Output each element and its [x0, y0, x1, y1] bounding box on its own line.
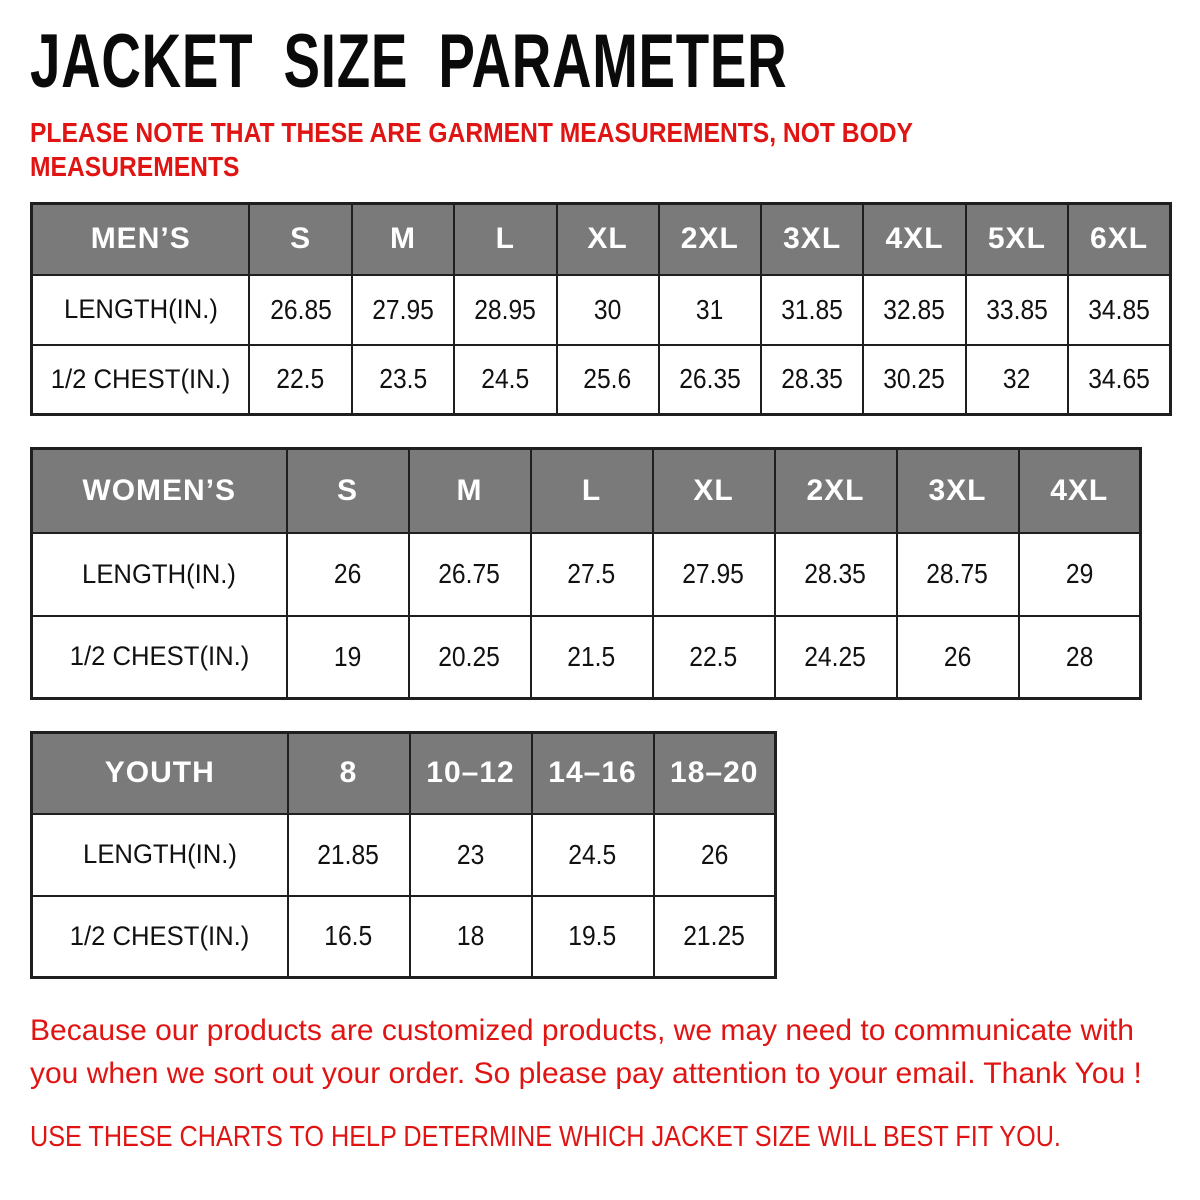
size-label: 4XL — [863, 204, 965, 275]
size-label: 2XL — [659, 204, 761, 275]
customization-notice: Because our products are customized products, we may need to communicate with you when we sort out your order. So please pay attention to your email. Thank You ! — [30, 1014, 1142, 1091]
group-name: MEN’S — [32, 204, 250, 275]
measurement-value-text: 26.75 — [438, 558, 501, 589]
measurement-value — [249, 275, 351, 345]
measurement-value — [557, 345, 659, 415]
size-label: 4XL — [1019, 449, 1141, 533]
size-label: 6XL — [1068, 204, 1170, 275]
measurement-value — [1068, 345, 1170, 415]
measurement-value-text: 28.95 — [474, 293, 537, 325]
measurement-value — [557, 275, 659, 345]
measurement-value-text: 27.95 — [682, 558, 745, 589]
measurement-value-text: 30 — [593, 293, 622, 325]
size-label: S — [287, 449, 409, 533]
measurement-value-text: 31.85 — [781, 293, 843, 325]
measurement-value-text: 30.25 — [883, 363, 946, 395]
size-header-row — [32, 733, 776, 814]
chart-usage-note-text: USE THESE CHARTS TO HELP DETERMINE WHICH JACKET SIZE WILL BEST FIT YOU. — [30, 1121, 1061, 1154]
measurement-value-text: 28.75 — [926, 558, 989, 589]
size-label: 18–20 — [654, 733, 776, 814]
measurement-value-text: 27.95 — [372, 293, 434, 325]
size-label: L — [531, 449, 653, 533]
measurement-value — [897, 533, 1019, 616]
measurement-value-text: 23 — [456, 838, 485, 870]
measurement-value-text: 26.35 — [678, 363, 741, 395]
measurement-value-text: 21.85 — [317, 838, 380, 870]
measurement-label-text: 1/2 CHEST(IN.) — [50, 363, 231, 394]
measurement-value-text: 22.5 — [276, 363, 325, 395]
chart-usage-note — [30, 1121, 1172, 1154]
measurement-value — [1068, 275, 1170, 345]
measurement-value-text: 26 — [333, 558, 362, 589]
measurement-value — [775, 533, 897, 616]
size-label: 2XL — [775, 449, 897, 533]
size-label: M — [352, 204, 454, 275]
size-label: S — [249, 204, 351, 275]
measurement-value-text: 24.5 — [568, 838, 617, 870]
measurement-value-text: 29 — [1065, 558, 1093, 589]
measurement-value — [654, 896, 776, 978]
measurement-value — [410, 896, 532, 978]
measurement-value — [966, 275, 1068, 345]
page-title-text: JACKET SIZE PARAMETER — [30, 19, 788, 104]
measurement-value-text: 32.85 — [883, 293, 946, 325]
measurement-label-text: 1/2 CHEST(IN.) — [69, 641, 250, 672]
group-name: WOMEN’S — [32, 449, 287, 533]
measurement-value-text: 26 — [700, 838, 728, 870]
size-label: M — [409, 449, 531, 533]
size-table-mens — [30, 202, 1172, 416]
measurement-value-text: 22.5 — [689, 640, 738, 672]
size-label: L — [454, 204, 556, 275]
measurement-value-text: 20.25 — [438, 640, 501, 672]
size-label: 5XL — [966, 204, 1068, 275]
measurement-value — [287, 616, 409, 699]
measurement-value-text: 16.5 — [324, 920, 373, 952]
measurement-value-text: 34.65 — [1088, 363, 1150, 395]
measurement-row — [32, 896, 776, 978]
measurement-value-text: 18 — [456, 920, 485, 952]
measurement-value — [659, 275, 761, 345]
measurement-value — [352, 275, 454, 345]
measurement-row — [32, 616, 1141, 699]
garment-measurement-note-text: PLEASE NOTE THAT THESE ARE GARMENT MEASUREMENTS, NOT BODY MEASUREMENTS — [30, 117, 913, 183]
measurement-value — [863, 275, 965, 345]
measurement-value — [287, 533, 409, 616]
measurement-value — [288, 814, 410, 896]
measurement-value — [761, 345, 863, 415]
measurement-value — [454, 345, 556, 415]
measurement-value — [761, 275, 863, 345]
measurement-value — [531, 533, 653, 616]
measurement-label-text: LENGTH(IN.) — [63, 294, 218, 324]
measurement-value — [653, 616, 775, 699]
size-label: XL — [557, 204, 659, 275]
measurement-label — [32, 814, 288, 896]
measurement-value — [966, 345, 1068, 415]
measurement-value-text: 31 — [696, 293, 724, 325]
measurement-value-text: 19.5 — [568, 920, 617, 952]
measurement-value — [897, 616, 1019, 699]
size-header-row — [32, 204, 1171, 275]
measurement-value-text: 19 — [333, 640, 362, 672]
measurement-value — [410, 814, 532, 896]
measurement-value — [863, 345, 965, 415]
size-label: 14–16 — [532, 733, 654, 814]
measurement-value — [454, 275, 556, 345]
measurement-value — [775, 616, 897, 699]
measurement-value-text: 28.35 — [804, 558, 867, 589]
measurement-label — [32, 345, 250, 415]
size-label: XL — [653, 449, 775, 533]
measurement-value-text: 28.35 — [781, 363, 843, 395]
size-label: 3XL — [761, 204, 863, 275]
measurement-value — [288, 896, 410, 978]
measurement-value-text: 28 — [1065, 640, 1093, 672]
size-table-womens — [30, 447, 1142, 700]
measurement-value — [409, 533, 531, 616]
measurement-value — [532, 814, 654, 896]
measurement-value — [654, 814, 776, 896]
measurement-label-text: LENGTH(IN.) — [82, 558, 237, 589]
measurement-value-text: 23.5 — [378, 363, 427, 395]
measurement-value — [249, 345, 351, 415]
measurement-row — [32, 533, 1141, 616]
measurement-value — [352, 345, 454, 415]
size-label: 3XL — [897, 449, 1019, 533]
measurement-row — [32, 275, 1171, 345]
size-tables-container — [30, 202, 1172, 979]
measurement-value-text: 26.85 — [269, 293, 332, 325]
measurement-value — [531, 616, 653, 699]
measurement-value-text: 21.5 — [567, 640, 616, 672]
measurement-value — [653, 533, 775, 616]
measurement-value-text: 21.25 — [683, 920, 746, 952]
measurement-value-text: 32 — [1003, 363, 1031, 395]
measurement-label — [32, 616, 287, 699]
garment-measurement-note — [30, 116, 1060, 188]
measurement-value — [1019, 616, 1141, 699]
measurement-label — [32, 275, 250, 345]
size-label: 8 — [288, 733, 410, 814]
measurement-value — [409, 616, 531, 699]
measurement-value-text: 25.6 — [583, 363, 632, 395]
measurement-label — [32, 896, 288, 978]
measurement-value-text: 27.5 — [567, 558, 616, 589]
measurement-value — [1019, 533, 1141, 616]
measurement-value — [659, 345, 761, 415]
measurement-label-text: LENGTH(IN.) — [82, 839, 237, 869]
measurement-label-text: 1/2 CHEST(IN.) — [69, 920, 250, 951]
size-header-row — [32, 449, 1141, 533]
size-label: 10–12 — [410, 733, 532, 814]
measurement-row — [32, 814, 776, 896]
measurement-value-text: 33.85 — [986, 293, 1048, 325]
measurement-value-text: 24.5 — [481, 363, 530, 395]
page-title — [30, 19, 1172, 104]
measurement-label — [32, 533, 287, 616]
measurement-value-text: 26 — [943, 640, 972, 672]
measurement-value — [532, 896, 654, 978]
measurement-value-text: 34.85 — [1088, 293, 1150, 325]
size-table-youth — [30, 731, 777, 979]
group-name: YOUTH — [32, 733, 288, 814]
measurement-value-text: 24.25 — [804, 640, 867, 672]
measurement-row — [32, 345, 1171, 415]
